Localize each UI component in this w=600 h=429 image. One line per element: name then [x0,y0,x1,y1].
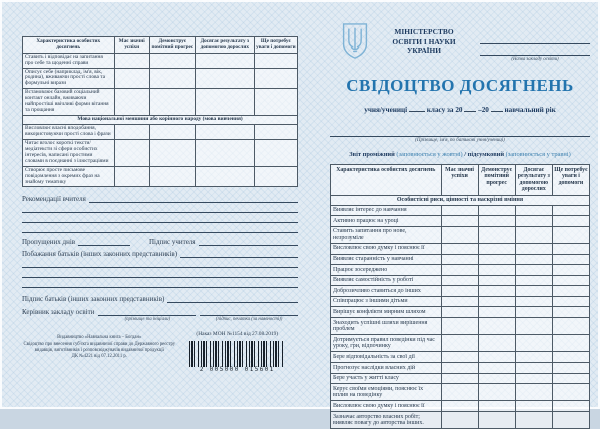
blank-line [180,257,298,258]
mark-cell [515,226,552,243]
row-label: Виявляє старанність у навчанні [331,254,442,265]
mark-cell [149,139,195,166]
mark-cell [478,275,515,286]
row-label: Вирішує конфлікти мирним шляхом [331,307,442,318]
missed-days-field [22,238,149,246]
report-label: Звіт [349,151,362,158]
mark-cell [441,318,478,335]
mark-cell [114,166,149,187]
table-row [331,384,590,401]
left-assessment-table [22,36,298,187]
table-row [331,307,590,318]
mark-cell [254,53,297,68]
mark-cell [515,335,552,352]
mark-cell [478,401,515,412]
publisher-line: Свідоцтво про внесення суб'єкта видавничої справи до Державного реєстру [23,341,176,347]
column-header: Демонструє помітний прогрес [478,165,515,196]
table-row [23,53,298,68]
table-row [331,401,590,412]
row-label: Бере відповідальність за свої дії [331,352,442,363]
row-label: Працює зосереджено [331,265,442,276]
student-line-part: класу за 20 [426,106,463,114]
blank-line [22,213,298,223]
right-assessment-table [330,164,590,429]
table-row [331,226,590,243]
mark-cell [114,68,149,89]
ministry-name-line: МІНІСТЕРСТВО [394,27,454,36]
row-label: Читає вголос короткі тексти/ медіатексти зі сфери особистих інтересів, написані простими словами в поєднанні з ілюстраціями [23,139,115,166]
mark-cell [478,318,515,335]
mark-cell [515,296,552,307]
mark-cell [441,373,478,384]
trident-emblem-icon [340,22,370,60]
table-row [331,254,590,265]
blank-line [89,202,298,203]
row-label: Знаходить успішні шляхи вирішення проблем [331,318,442,335]
mark-cell [552,401,589,412]
head-name-signature-set [98,308,196,322]
mark-cell [552,412,589,429]
mark-cell [478,243,515,254]
publisher-block [22,331,177,359]
report-interim-note: (заповнюється у жовтні) [396,151,463,158]
mark-cell [515,254,552,265]
barcode-number: 2 005000 015601 [199,367,275,374]
mark-cell [478,226,515,243]
mark-cell [149,125,195,140]
mark-cell [515,265,552,276]
mark-cell [552,318,589,335]
column-header: Має значні успіхи [114,37,149,54]
mark-cell [441,401,478,412]
table-row [331,318,590,335]
mark-cell [478,216,515,227]
table-row [23,125,298,140]
mark-cell [552,352,589,363]
mark-cell [552,275,589,286]
mark-cell [478,335,515,352]
table-row [23,89,298,116]
row-label: Керує своїми емоціями, пояснює їх вплив на поведінку [331,384,442,401]
table-row [331,286,590,297]
left-page-footer [22,331,298,373]
mark-cell [552,373,589,384]
barcode [189,341,285,367]
mark-cell [552,363,589,374]
mark-cell [441,307,478,318]
page-left [22,36,298,373]
blank-line [78,238,130,246]
mark-cell [441,352,478,363]
blank-line [491,105,503,112]
mark-cell [515,243,552,254]
report-final-label: підсумковий [467,151,505,158]
head-of-institution-row [22,308,298,322]
right-page-header [330,22,590,62]
institution-caption: (Назва закладу освіти) [511,57,559,62]
order-and-barcode [177,331,298,373]
mark-cell [515,373,552,384]
blank-line [480,44,590,56]
mark-cell [478,373,515,384]
mark-cell [478,352,515,363]
row-label: Висловлює свою думку і пояснює її [331,401,442,412]
publisher-line: ДК №4221 від 07.12.2011 р. [71,353,127,359]
student-line-part: навчальний рік [504,106,556,114]
row-label: Доброзичливо ставиться до інших [331,286,442,297]
column-header: Досягає результату з допомогою дорослих [515,165,552,196]
mark-cell [478,265,515,276]
mark-cell [441,243,478,254]
mark-cell [114,89,149,116]
section-header-row [23,116,298,125]
mark-cell [441,412,478,429]
parents-wishes-label: Побажання батьків (інших законних представників) [22,250,178,259]
report-type-line [330,151,590,158]
ministry-name [376,22,472,56]
row-label: Прогнозує наслідки власних дій [331,363,442,374]
table-row [331,265,590,276]
student-line-part: –20 [478,106,489,114]
parents-wishes-field [22,250,298,258]
mark-cell [441,275,478,286]
mark-cell [441,384,478,401]
table-row [331,275,590,286]
table-row [331,243,590,254]
report-interim-label: проміжний [362,151,395,158]
row-label: Ставить запитання про нове, незрозуміле [331,226,442,243]
row-label: Активно працює на уроці [331,216,442,227]
mark-cell [149,89,195,116]
table-row [331,363,590,374]
missed-days-label: Пропущених днів [22,238,76,247]
blank-line [98,308,196,316]
blank-line [200,308,298,316]
mark-cell [254,139,297,166]
table-row [331,216,590,227]
mark-cell [515,352,552,363]
mark-cell [254,68,297,89]
mark-cell [441,226,478,243]
table-row [331,205,590,216]
column-header: Характеристика особистих досягнень [23,37,115,54]
mark-cell [441,216,478,227]
table-row [23,139,298,166]
table-row [23,68,298,89]
column-header: Ще потребує уваги і допомоги [254,37,297,54]
mark-cell [552,243,589,254]
mark-cell [254,89,297,116]
section-header: Особистісні риси, цінності та наскрізні вміння [331,195,590,205]
row-label: Зазначає авторство власних робіт; виявляє повагу до авторства інших. [331,412,442,429]
mark-cell [478,412,515,429]
teacher-recommendations-label: Рекомендації вчителя [22,195,86,204]
blank-line [330,126,590,137]
head-sign-signature-set [200,308,298,322]
mark-cell [552,286,589,297]
blank-line [464,105,476,112]
missed-days-row [22,238,298,246]
column-header: Демонструє помітний прогрес [149,37,195,54]
mark-cell [515,205,552,216]
ministry-name-line: УКРАЇНИ [406,46,442,56]
mark-cell [149,68,195,89]
student-name-line [330,126,590,143]
table-row [331,412,590,429]
mark-cell [515,363,552,374]
blank-line [199,238,298,246]
mark-cell [478,254,515,265]
mark-cell [478,286,515,297]
blank-line [22,258,298,268]
mark-cell [552,226,589,243]
row-label: Виявляє самостійність у роботі [331,275,442,286]
mark-cell [552,307,589,318]
report-separator: / [464,151,467,158]
mark-cell [149,166,195,187]
row-label: Встановлює базовий соціальний контакт онлайн, вживаючи найпростіші ввічливі форми вітання та прощання [23,89,115,116]
mark-cell [478,363,515,374]
mark-cell [515,216,552,227]
mark-cell [515,384,552,401]
blank-line [167,302,298,303]
row-label: Висловлює власні вподобання, використовуючи прості слова і фрази [23,125,115,140]
row-label: Створює просте письмове повідомлення з окремих фраз на знайому тематику [23,166,115,187]
table-row [23,166,298,187]
document-title: СВІДОЦТВО ДОСЯГНЕНЬ [346,76,574,95]
mark-cell [254,166,297,187]
table-row [331,335,590,352]
blank-line [22,203,298,213]
ministry-name-line: ОСВІТИ І НАУКИ [392,36,456,46]
student-name-caption: (Прізвище, ім'я, по батькові учня/учениці) [415,138,505,143]
mark-cell [552,254,589,265]
blank-line [480,32,590,44]
mark-cell [552,216,589,227]
teacher-signature-label: Підпис учителя [148,238,196,247]
mark-cell [478,205,515,216]
mark-cell [478,296,515,307]
column-header: Ще потребує уваги і допомоги [552,165,589,196]
mark-cell [515,286,552,297]
mark-cell [441,335,478,352]
mark-cell [552,205,589,216]
mark-cell [552,265,589,276]
parents-signature-label: Підпис батьків (інших законних представників) [22,295,165,304]
blank-line [22,278,298,288]
row-label: Висловлює свою думку і пояснює її [331,243,442,254]
mark-cell [114,139,149,166]
table-header-row [331,165,590,196]
publisher-line: Видавництво «Навчальна книга – Богдан» [57,335,142,341]
blank-line [409,105,425,112]
table-row [331,352,590,363]
mark-cell [515,412,552,429]
row-label: Ставить і відповідає на запитання про себе та щоденні справи [23,53,115,68]
parents-signature-field [22,295,298,303]
section-header: Мова національної меншини або корінного народу (мова вивчення) [23,116,298,125]
head-sign-caption: (підпис, печатка (за наявності)) [215,317,283,323]
mark-cell [441,254,478,265]
row-label: Бере участь у житті класу [331,373,442,384]
mark-cell [441,265,478,276]
mark-cell [195,139,254,166]
row-label: Виявляє інтерес до навчання [331,205,442,216]
mark-cell [114,53,149,68]
column-header: Має значні успіхи [441,165,478,196]
row-label: Дотримується правил поведінки під час уроку, гри, відпочинку [331,335,442,352]
row-label: Описує себе (наприклад, ім'я, вік, родина), вживаючи прості слова та формульні вирази [23,68,115,89]
head-name-caption: (прізвище та ініціали) [124,317,171,323]
mark-cell [195,53,254,68]
page-right [330,22,590,429]
ministry-order-note: (Наказ МОН №1154 від 27.08.2019) [196,331,279,338]
head-of-institution-label: Керівник закладу освіти [22,308,95,317]
mark-cell [515,275,552,286]
mark-cell [552,296,589,307]
teacher-recommendations-field [22,195,298,203]
mark-cell [441,286,478,297]
table-header-row [23,37,298,54]
mark-cell [478,307,515,318]
mark-cell [254,125,297,140]
blank-line [22,268,298,278]
institution-name-lines [480,22,590,62]
section-header-row [331,195,590,205]
student-class-line [330,105,590,114]
blank-line [22,223,298,233]
student-line-part: учня/учениці [364,106,408,114]
mark-cell [441,296,478,307]
mark-cell [195,89,254,116]
table-row [331,373,590,384]
mark-cell [441,205,478,216]
mark-cell [552,384,589,401]
row-label: Співпрацює з іншими дітьми [331,296,442,307]
mark-cell [478,384,515,401]
teacher-signature-field [149,238,298,246]
mark-cell [195,125,254,140]
report-final-note: (заповнюється у травні) [505,151,571,158]
mark-cell [515,307,552,318]
mark-cell [195,68,254,89]
mark-cell [195,166,254,187]
mark-cell [441,363,478,374]
mark-cell [515,318,552,335]
mark-cell [149,53,195,68]
table-row [331,296,590,307]
publisher-line: видавців, виготівників і розповсюджувачів видавничої продукції [34,347,164,353]
mark-cell [515,401,552,412]
mark-cell [114,125,149,140]
column-header: Досягає результату з допомогою дорослих [195,37,254,54]
column-header: Характеристика особистих досягнень [331,165,442,196]
mark-cell [552,335,589,352]
